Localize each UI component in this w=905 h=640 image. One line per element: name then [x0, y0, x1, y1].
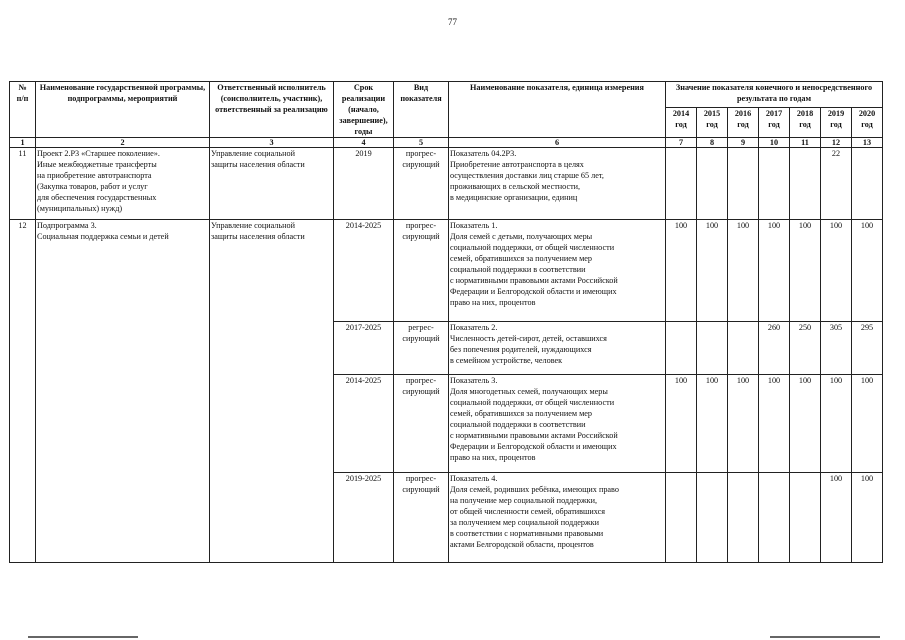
header-executor: Ответственный исполнитель (соисполнитель, участник), ответственный за реализацию — [210, 82, 334, 138]
value-cell: 250 — [790, 322, 821, 375]
value-cell: 100 — [821, 375, 852, 473]
column-number: 4 — [334, 138, 394, 148]
row-indicator: Показатель 1. Доля семей с детьми, получающих меры социальной поддержки, от общей численности семей, обратившихся за получением мер социальной поддержки в соответствии с нормативными правовыми актами Российской Федерации и Белгородской области и имеющих право на них, процентов — [449, 220, 666, 322]
value-cell: 100 — [790, 375, 821, 473]
value-cell: 260 — [759, 322, 790, 375]
column-number: 12 — [821, 138, 852, 148]
column-number: 3 — [210, 138, 334, 148]
value-cell — [852, 148, 883, 220]
value-cell: 305 — [821, 322, 852, 375]
column-number: 10 — [759, 138, 790, 148]
value-cell — [697, 148, 728, 220]
value-cell: 100 — [759, 220, 790, 322]
header-term: Срок реализации (начало, завершение), годы — [334, 82, 394, 138]
row-program: Проект 2.Р3 «Старшее поколение». Иные межбюджетные трансферты на приобретение автотранспорта (Закупка товаров, работ и услуг для обеспечения государственных (муниципальных) нужд) — [36, 148, 210, 220]
column-number: 13 — [852, 138, 883, 148]
column-number: 8 — [697, 138, 728, 148]
column-number: 5 — [394, 138, 449, 148]
column-number: 7 — [666, 138, 697, 148]
row-num: 11 — [10, 148, 36, 220]
column-numbers-row — [10, 138, 883, 148]
value-cell: 100 — [697, 375, 728, 473]
row-indicator: Показатель 3. Доля многодетных семей, получающих меры социальной поддержки, от общей численности семей, обратившихся за получением мер социальной поддержки в соответствии с нормативными правовыми актами Российской Федерации и Белгородской области и имеющих право на них, процентов — [449, 375, 666, 473]
row-indicator: Показатель 4. Доля семей, родивших ребёнка, имеющих право на получение мер социальной поддержки, от общей численности семей, обратившихся за получением мер социальной поддержки в соответствии с нормативными правовыми актами Белгородской области, процентов — [449, 473, 666, 563]
row-kind: прогрес- сирующий — [394, 473, 449, 563]
scan-edge-mark — [770, 636, 880, 638]
scan-edge-mark — [28, 636, 138, 638]
row-num: 12 — [10, 220, 36, 563]
header-year-2016: 2016 год — [728, 108, 759, 138]
row-kind: прогрес- сирующий — [394, 375, 449, 473]
value-cell — [697, 322, 728, 375]
value-cell — [728, 322, 759, 375]
value-cell — [790, 148, 821, 220]
value-cell: 100 — [852, 473, 883, 563]
value-cell: 100 — [852, 220, 883, 322]
row-indicator: Показатель 04.2Р3. Приобретение автотранспорта в целях осуществления доставки лиц старше 65 лет, проживающих в сельской местности, в медицинские организации, единиц — [449, 148, 666, 220]
value-cell — [759, 148, 790, 220]
value-cell — [790, 473, 821, 563]
value-cell — [666, 322, 697, 375]
row-indicator: Показатель 2. Численность детей-сирот, детей, оставшихся без попечения родителей, нуждающихся в семейном устройстве, человек — [449, 322, 666, 375]
row-executor: Управление социальной защиты населения области — [210, 148, 334, 220]
header-values-group: Значение показателя конечного и непосредственного результата по годам — [666, 82, 883, 108]
value-cell — [759, 473, 790, 563]
header-num: № п/п — [10, 82, 36, 138]
value-cell — [697, 473, 728, 563]
value-cell: 100 — [666, 220, 697, 322]
value-cell: 100 — [821, 473, 852, 563]
column-number: 2 — [36, 138, 210, 148]
header-program: Наименование государственной программы, подпрограммы, мероприятий — [36, 82, 210, 138]
value-cell: 100 — [697, 220, 728, 322]
header-indicator: Наименование показателя, единица измерения — [449, 82, 666, 138]
page-number: 77 — [448, 17, 457, 27]
column-number: 1 — [10, 138, 36, 148]
table-row — [10, 220, 883, 322]
header-year-2019: 2019 год — [821, 108, 852, 138]
value-cell: 100 — [759, 375, 790, 473]
row-kind: прогрес- сирующий — [394, 148, 449, 220]
row-term: 2019-2025 — [334, 473, 394, 563]
value-cell: 100 — [790, 220, 821, 322]
value-cell — [666, 148, 697, 220]
column-number: 11 — [790, 138, 821, 148]
value-cell: 100 — [728, 220, 759, 322]
row-term: 2014-2025 — [334, 375, 394, 473]
header-year-2020: 2020 год — [852, 108, 883, 138]
value-cell: 100 — [666, 375, 697, 473]
value-cell — [666, 473, 697, 563]
value-cell: 100 — [728, 375, 759, 473]
header-year-2014: 2014 год — [666, 108, 697, 138]
value-cell: 22 — [821, 148, 852, 220]
column-number: 6 — [449, 138, 666, 148]
header-year-2018: 2018 год — [790, 108, 821, 138]
value-cell — [728, 473, 759, 563]
row-kind: регрес- сирующий — [394, 322, 449, 375]
header-kind: Вид показателя — [394, 82, 449, 138]
value-cell: 100 — [821, 220, 852, 322]
value-cell: 100 — [852, 375, 883, 473]
header-year-2017: 2017 год — [759, 108, 790, 138]
row-term: 2017-2025 — [334, 322, 394, 375]
value-cell: 295 — [852, 322, 883, 375]
indicators-table — [9, 81, 883, 563]
row-term: 2014-2025 — [334, 220, 394, 322]
row-kind: прогрес- сирующий — [394, 220, 449, 322]
table-row — [10, 148, 883, 220]
value-cell — [728, 148, 759, 220]
header-year-2015: 2015 год — [697, 108, 728, 138]
column-number: 9 — [728, 138, 759, 148]
row-program: Подпрограмма 3. Социальная поддержка семьи и детей — [36, 220, 210, 563]
row-executor: Управление социальной защиты населения области — [210, 220, 334, 563]
row-term: 2019 — [334, 148, 394, 220]
